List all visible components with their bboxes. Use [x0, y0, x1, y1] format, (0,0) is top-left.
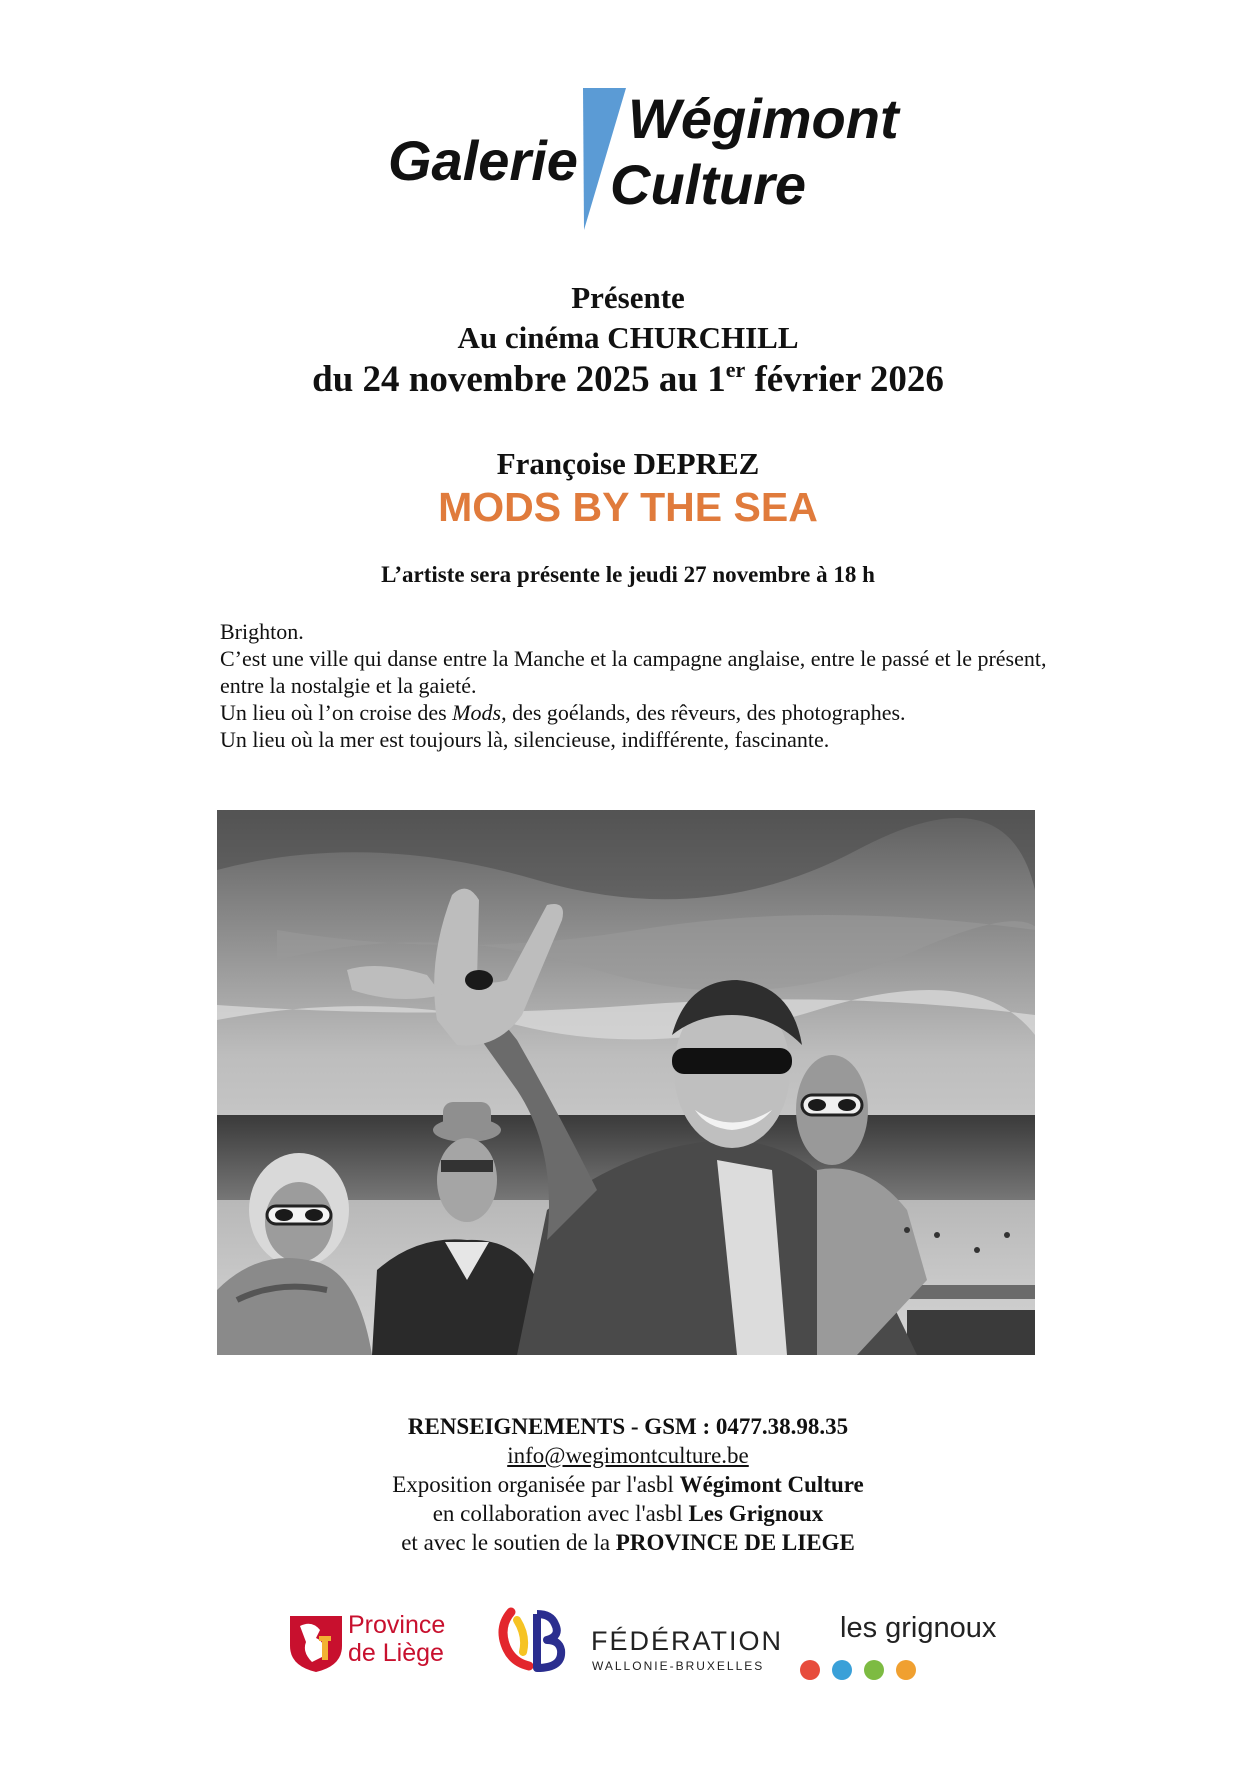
grignoux-dots — [800, 1660, 916, 1680]
intro-line: C’est une ville qui danse entre la Manche et la campagne anglaise, entre le passé et le présent, entre la nostalgie et la gaieté. — [220, 646, 1047, 698]
logo-word-wegimont: Wégimont — [628, 87, 899, 150]
gallery-logo — [380, 84, 910, 234]
exhibition-title: MODS BY THE SEA — [438, 484, 818, 530]
dates-superscript: er — [725, 357, 746, 382]
red-dot-icon — [800, 1660, 820, 1680]
artist-presence-note: L’artiste sera présente le jeudi 27 novembre à 18 h — [381, 562, 875, 587]
contact-email-link[interactable]: info@wegimontculture.be — [507, 1443, 749, 1468]
support-name: PROVINCE DE LIEGE — [615, 1530, 855, 1555]
contact-email-row — [0, 1441, 1256, 1470]
collaboration-name: Les Grignoux — [688, 1501, 824, 1526]
logo-word-galerie: Galerie — [388, 129, 578, 192]
federation-subname: WALLONIE-BRUXELLES — [592, 1659, 765, 1673]
dates-prefix: du 24 novembre 2025 au 1 — [312, 359, 726, 400]
province-liege-logo — [286, 1610, 466, 1680]
intro-text-span: Un lieu où l’on croise des — [220, 700, 453, 725]
collaboration-line — [0, 1499, 1256, 1528]
grignoux-name: les grignoux — [840, 1612, 997, 1644]
sponsor-logos — [0, 1600, 1256, 1700]
exhibition-dates — [0, 358, 1256, 401]
support-prefix: et avec le soutien de la — [401, 1530, 616, 1555]
province-name-line1: Province — [348, 1611, 446, 1639]
les-grignoux-logo — [800, 1604, 1000, 1684]
organizer-line — [0, 1470, 1256, 1499]
organizer-name: Wégimont Culture — [679, 1472, 864, 1497]
federation-emblem-icon — [497, 1606, 571, 1676]
dates-suffix: février 2026 — [745, 359, 944, 400]
exhibition-photo — [217, 810, 1035, 1355]
presents-label: Présente — [571, 280, 685, 315]
intro-line: Un lieu où la mer est toujours là, silencieuse, indifférente, fascinante. — [220, 727, 830, 752]
contact-info — [0, 1412, 1256, 1557]
federation-name: FÉDÉRATION — [591, 1626, 784, 1656]
province-name-line2: de Liège — [348, 1639, 444, 1667]
artist-name: Françoise DEPREZ — [496, 446, 760, 481]
intro-text-span: , des goélands, des rêveurs, des photographes. — [501, 700, 906, 725]
province-shield-icon — [286, 1612, 346, 1674]
logo-word-culture: Culture — [610, 153, 806, 216]
intro-line: Brighton. — [220, 619, 304, 644]
green-dot-icon — [864, 1660, 884, 1680]
venue-label: Au cinéma CHURCHILL — [457, 320, 799, 355]
mods-emphasis: Mods — [452, 700, 502, 725]
contact-phone: RENSEIGNEMENTS - GSM : 0477.38.98.35 — [407, 1414, 849, 1439]
collaboration-prefix: en collaboration avec l'asbl — [432, 1501, 689, 1526]
blue-dot-icon — [832, 1660, 852, 1680]
intro-text — [220, 618, 1050, 753]
support-line — [0, 1528, 1256, 1557]
intro-line — [220, 699, 1050, 726]
orange-dot-icon — [896, 1660, 916, 1680]
bw-photo-icon — [217, 810, 1035, 1355]
federation-wallonie-bruxelles-logo — [497, 1604, 787, 1684]
organizer-prefix: Exposition organisée par l'asbl — [392, 1472, 680, 1497]
